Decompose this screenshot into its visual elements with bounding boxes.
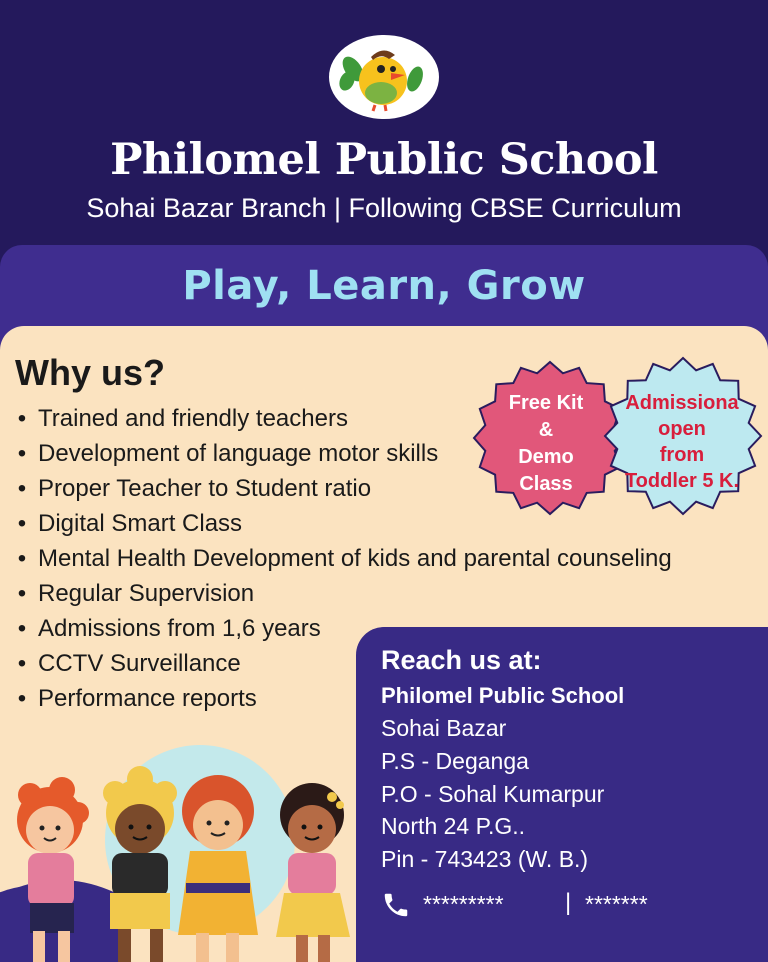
list-item: • CCTV Surveillance	[17, 650, 241, 677]
contact-heading: Reach us at:	[381, 645, 542, 675]
list-item: • Regular Supervision	[17, 580, 255, 607]
list-item: • Admissions from 1,6 years	[17, 615, 321, 642]
phone-number-1[interactable]: *********	[423, 891, 504, 917]
school-subtitle: Sohai Bazar Branch | Following CBSE Curriculum	[86, 193, 682, 223]
kid-orange-hair	[178, 775, 258, 962]
kids-illustration	[0, 745, 370, 962]
admission-badge-text: Admissiona open from Toddler 5 K.	[624, 392, 740, 492]
list-item: • Performance reports	[17, 685, 257, 712]
list-item: • Proper Teacher to Student ratio	[17, 475, 372, 502]
free-kit-badge-text: Free Kit & Demo Class	[508, 392, 584, 495]
why-us-title: Why us?	[15, 352, 165, 393]
school-name: Philomel Public School	[110, 135, 658, 185]
phone-row	[381, 886, 761, 922]
school-logo	[329, 35, 439, 119]
list-item: • Digital Smart Class	[17, 510, 243, 537]
address-line: Pin - 743423 (W. B.)	[381, 846, 589, 872]
contact-school-name: Philomel Public School	[381, 683, 625, 708]
yellow-bird-icon	[329, 35, 439, 119]
list-item: • Mental Health Development of kids and parental counseling	[17, 545, 672, 572]
address-line: North 24 P.G..	[381, 813, 526, 839]
address-line: Sohai Bazar	[381, 715, 507, 741]
address-line: P.O - Sohal Kumarpur	[381, 781, 605, 807]
list-item: • Trained and friendly teachers	[17, 405, 348, 432]
tagline: Play, Learn, Grow	[182, 263, 586, 309]
phone-number-2[interactable]: *******	[585, 891, 648, 917]
list-item: • Development of language motor skills	[17, 440, 439, 467]
phone-icon[interactable]	[381, 890, 411, 920]
phone-separator: |	[565, 889, 572, 916]
address-line: P.S - Deganga	[381, 748, 529, 774]
